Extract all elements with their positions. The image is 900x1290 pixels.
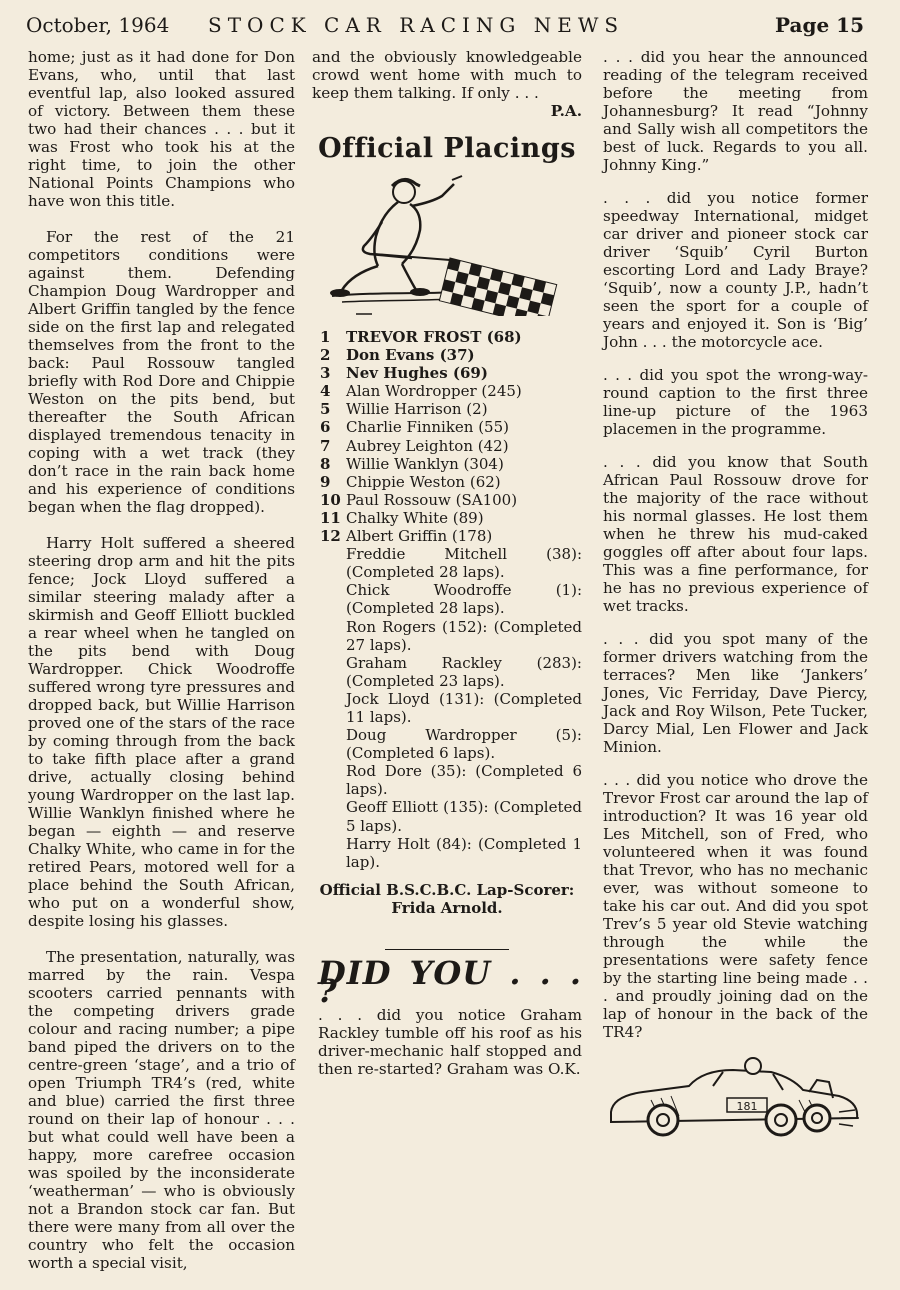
- placings-heading: Official Placings: [318, 133, 576, 164]
- placing-row: [312, 509, 582, 527]
- placing-driver: Chippie Weston (62): [346, 472, 501, 491]
- placing-position: 11: [320, 508, 341, 527]
- placing-row: [312, 437, 582, 455]
- section-divider: [385, 949, 509, 950]
- issue-date: October, 1964: [26, 13, 170, 37]
- placing-driver: Alan Wordropper (245): [346, 382, 522, 401]
- report-paragraph: Harry Holt suffered a sheered steering drop arm and hit the pits fence; Jock Lloyd suffered a similar steering malady after a skirmish and Geoff Elliott buckled a rear wheel when he tangled on the pits bend with Doug Wardropper. Chick Woodroffe suffered wrong tyre pressures and dropped back, but Willie Harrison proved one of the stars of the race by coming through from the back to take fifth place after a grand drive, actually closing behind young Wardropper on the last lap. Willie Wanklyn finished where he began — eighth — and reserve Chalky White, who came in for the retired Pears, motored well for a place behind the South African, who put on a wonderful show, despite losing his glasses.: [28, 534, 295, 930]
- non-finisher-row: Jock Lloyd (131): (Completed 11 laps).: [346, 689, 582, 726]
- placing-row: [312, 382, 582, 400]
- did-you-item: . . . did you notice who drove the Trevor Frost car around the lap of introduction? It was 16 year old Les Mitchell, son of Fred, who volunteered when it was found that Trevor, who has no mechanic ever, was without someone to take his car out. And did you spot Trev’s 5 year old Stevie watching through the while the presentations were safety fence by the starting line being made . . . and proudly joining dad on the lap of honour in the back of the TR4?: [603, 771, 868, 1041]
- publication-title: STOCK CAR RACING NEWS: [208, 13, 625, 37]
- lap-scorer-name: Frida Arnold.: [391, 898, 503, 917]
- did-you-item: . . . did you spot the wrong-way-round caption to the first three line-up picture of the 1963 placemen in the programme.: [603, 366, 868, 438]
- report-paragraph: The presentation, naturally, was marred by the rain. Vespa scooters carried pennants with the competing drivers grade colour and racing number; a pipe band piped the drivers on to the centre-green ‘stage’, and a trio of open Triumph TR4’s (red, white and blue) carried the first three round on their lap of honour . . . but what could well have been a happy, more carefree occasion was spoiled by the inconsiderate ‘weatherman’ — who is obviously not a Brandon stock car fan. But there were many from all over the country who felt the occasion worth a special visit,: [28, 948, 295, 1272]
- placing-position: 12: [320, 527, 341, 546]
- report-paragraph: For the rest of the 21 competitors conditions were against them. Defending Champion Doug Wardropper and Albert Griffin tangled by the fence side on the first lap and relegated themselves from the front to the back: Paul Rossouw tangled briefly with Rod Dore and Chippie Weston on the pits bend, but thereafter the South African displayed tremendous tenacity in coping with a wet track (they don’t race in the rain back home and his experience of conditions began when the flag dropped).: [28, 228, 295, 516]
- column-did-you: [603, 48, 868, 1138]
- author-initials: P.A.: [550, 102, 582, 120]
- page-header: [0, 10, 900, 40]
- flagman-illustration: [312, 166, 572, 316]
- placing-driver: Paul Rossouw (SA100): [346, 490, 518, 509]
- did-you-heading: DID YOU . . . ?: [318, 953, 582, 1010]
- column-placings: [312, 48, 582, 1088]
- stock-car-illustration: [603, 1056, 865, 1138]
- placing-position: 10: [320, 490, 341, 509]
- placing-row: [312, 491, 582, 509]
- placing-row: [312, 418, 582, 436]
- did-you-item: . . . did you hear the announced reading of the telegram received before the meeting from Johannesburg? It read “Johnny and Sally wish all competitors the best of luck. Regards to you all. Johnny King.”: [603, 48, 868, 174]
- placing-position: 3: [320, 364, 331, 383]
- non-finisher-row: Geoff Elliott (135): (Completed 5 laps).: [346, 798, 582, 835]
- report-continuation: and the obviously knowledgeable crowd went home with much to keep them talking. If only . . .: [312, 48, 582, 102]
- placing-row: [312, 328, 582, 346]
- placing-driver: Aubrey Leighton (42): [346, 436, 509, 455]
- placing-driver: Nev Hughes (69): [346, 364, 488, 383]
- placing-position: 4: [320, 382, 331, 401]
- car-number: 181: [736, 1100, 758, 1113]
- placing-row: [312, 473, 582, 491]
- report-paragraph: home; just as it had done for Don Evans, who, until that last eventful lap, also looked assured of victory. Between them these two had their chances . . . but it was Frost who took his at the right time, to join the other National Points Champions who have won this title.: [28, 48, 295, 210]
- placing-driver: Willie Harrison (2): [346, 400, 488, 419]
- lap-scorer-credit: [312, 881, 582, 917]
- placing-driver: Don Evans (37): [346, 346, 475, 365]
- placing-position: 2: [320, 346, 331, 365]
- page-number: Page 15: [775, 13, 864, 37]
- placing-row: [312, 455, 582, 473]
- did-you-item: . . . did you notice Graham Rackley tumble off his roof as his driver-mechanic half stopped and then re-started? Graham was O.K.: [318, 1005, 582, 1078]
- placing-position: 1: [320, 328, 331, 346]
- placing-driver: Willie Wanklyn (304): [346, 454, 504, 473]
- placing-row: [312, 346, 582, 364]
- non-finisher-row: Harry Holt (84): (Completed 1 lap).: [346, 834, 582, 871]
- column-race-report: [28, 48, 295, 1290]
- non-finisher-row: Graham Rackley (283): (Completed 23 laps).: [346, 653, 582, 690]
- placing-driver: Charlie Finniken (55): [346, 418, 510, 437]
- did-you-item: . . . did you notice former speedway International, midget car driver and pioneer stock car driver ‘Squib’ Cyril Burton escorting Lord and Lady Braye? ‘Squib’, now a county J.P., hadn’t seen the sport for a couple of years and enjoyed it. Son is ‘Big’ John . . . the motorcycle ace.: [603, 189, 868, 351]
- non-finisher-row: Freddie Mitchell (38): (Completed 28 laps).: [346, 545, 582, 582]
- placings-list: [312, 328, 582, 871]
- did-you-item: . . . did you know that South African Paul Rossouw drove for the majority of the race without his normal glasses. He lost them when he threw his mud-caked goggles off after about four laps. This was a fine performance, for he has no previous experience of wet tracks.: [603, 453, 868, 615]
- placing-row: [312, 527, 582, 545]
- placing-row: [312, 364, 582, 382]
- placing-position: 9: [320, 472, 331, 491]
- placing-row: [312, 400, 582, 418]
- placing-driver: Chalky White (89): [346, 508, 484, 527]
- non-finisher-row: Chick Woodroffe (1): (Completed 28 laps).: [346, 581, 582, 618]
- non-finisher-row: Rod Dore (35): (Completed 6 laps).: [346, 762, 582, 799]
- lap-scorer-title: Official B.S.C.B.C. Lap-Scorer:: [319, 880, 575, 899]
- placing-position: 6: [320, 418, 331, 437]
- placing-position: 5: [320, 400, 331, 419]
- placing-driver: Albert Griffin (178): [346, 527, 493, 546]
- placing-position: 8: [320, 454, 331, 473]
- placing-driver: TREVOR FROST (68): [346, 328, 522, 346]
- placing-position: 7: [320, 436, 331, 455]
- non-finisher-row: Ron Rogers (152): (Completed 27 laps).: [346, 617, 582, 654]
- did-you-item: . . . did you spot many of the former drivers watching from the terraces? Men like ‘Jankers’ Jones, Vic Ferriday, Dave Piercy, Jack and Roy Wilson, Pete Tucker, Darcy Mial, Len Flower and Jack Minion.: [603, 630, 868, 756]
- non-finisher-row: Doug Wardropper (5): (Completed 6 laps).: [346, 726, 582, 763]
